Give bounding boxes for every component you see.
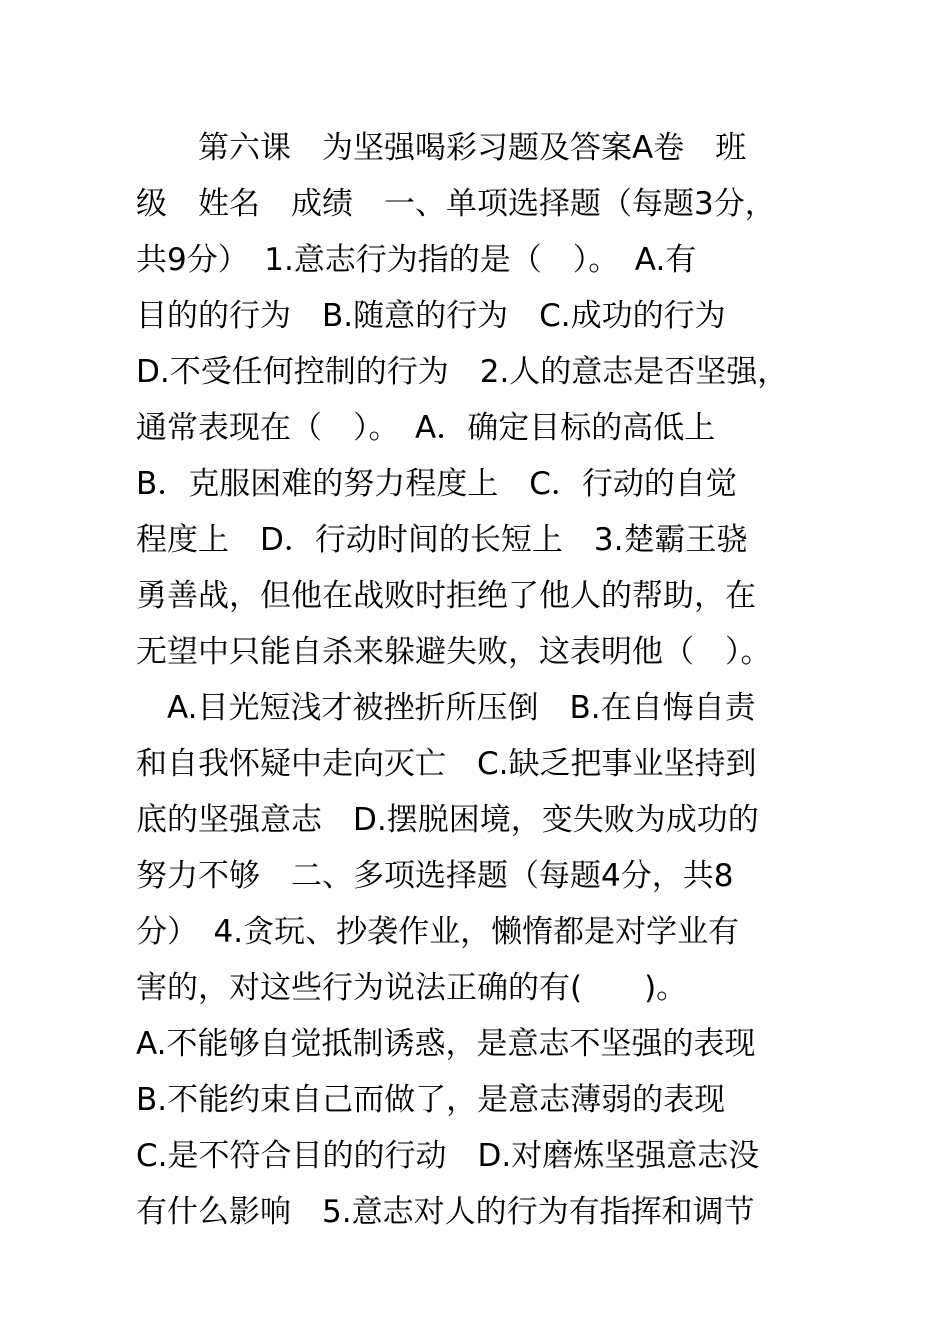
text-line-18: B.不能约束自己而做了，是意志薄弱的表现 [136, 1082, 726, 1118]
text-line-8: 程度上 D．行动时间的长短上 3.楚霸王骁 [136, 522, 748, 558]
text-line-10: 无望中只能自杀来躲避失败，这表明他（ ）。 [136, 634, 772, 670]
text-line-6: 通常表现在（ ）。 A．确定目标的高低上 [136, 410, 716, 446]
text-line-9: 勇善战，但他在战败时拒绝了他人的帮助，在 [136, 578, 756, 614]
text-line-15: 分） 4.贪玩、抄袭作业，懒惰都是对学业有 [136, 914, 740, 950]
text-line-11: A.目光短浅才被挫折所压倒 B.在自悔自责 [136, 690, 756, 726]
text-line-4: 目的的行为 B.随意的行为 C.成功的行为 [136, 298, 726, 334]
text-line-14: 努力不够 二、多项选择题（每题4分，共8 [136, 858, 734, 894]
text-line-7: B．克服困难的努力程度上 C．行动的自觉 [136, 466, 737, 502]
text-line-16: 害的，对这些行为说法正确的有( )。 [136, 970, 688, 1006]
text-line-20: 有什么影响 5.意志对人的行为有指挥和调节 [136, 1194, 755, 1230]
text-line-1: 第六课 为坚强喝彩习题及答案A卷 班 [136, 130, 747, 166]
text-line-3: 共9分） 1.意志行为指的是（ ）。 A.有 [136, 242, 697, 278]
text-line-19: C.是不符合目的的行动 D.对磨炼坚强意志没 [136, 1138, 760, 1174]
text-line-2: 级 姓名 成绩 一、单项选择题（每题3分， [136, 186, 776, 222]
text-line-5: D.不受任何控制的行为 2.人的意志是否坚强， [136, 354, 789, 390]
document-text [136, 120, 826, 1240]
text-line-12: 和自我怀疑中走向灭亡 C.缺乏把事业坚持到 [136, 746, 757, 782]
text-line-13: 底的坚强意志 D.摆脱困境，变失败为成功的 [136, 802, 759, 838]
text-line-17: A.不能够自觉抵制诱惑，是意志不坚强的表现 [136, 1026, 756, 1062]
